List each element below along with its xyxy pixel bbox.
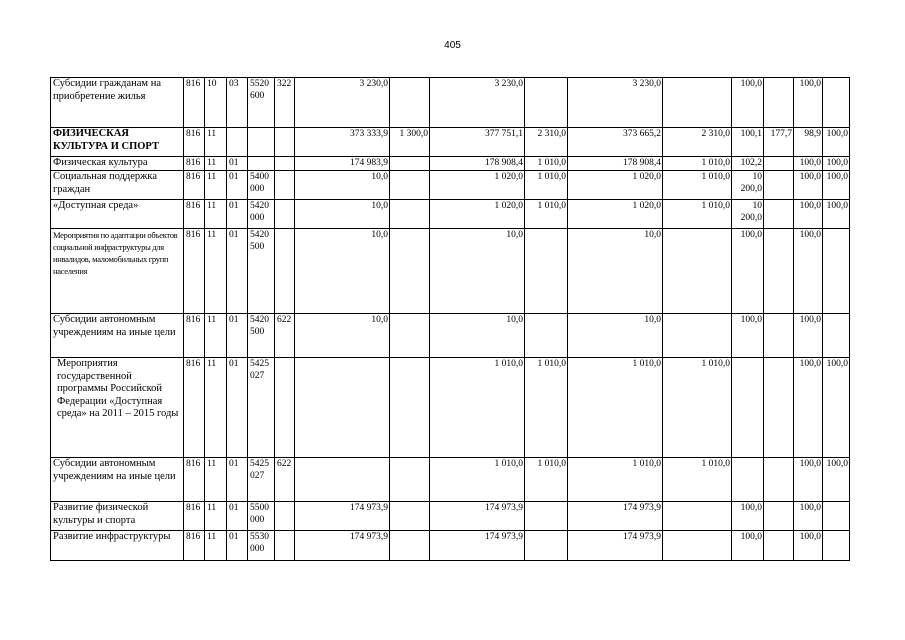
cell-p4 [823, 78, 850, 128]
cell-c4: 5420 000 [248, 200, 275, 229]
cell-p1: 100,0 [732, 502, 764, 531]
cell-v2 [390, 314, 430, 358]
cell-v6 [663, 531, 732, 561]
cell-c2: 11 [205, 314, 227, 358]
cell-c1: 816 [184, 458, 205, 502]
table-row [51, 171, 850, 200]
cell-v2 [390, 200, 430, 229]
cell-p2 [764, 157, 794, 171]
cell-v2 [390, 171, 430, 200]
cell-v2 [390, 531, 430, 561]
cell-p1 [732, 458, 764, 502]
cell-c3: 03 [227, 78, 248, 128]
cell-v6: 1 010,0 [663, 157, 732, 171]
cell-p3: 100,0 [794, 157, 823, 171]
cell-v3: 1 010,0 [430, 358, 525, 458]
row-name-cell: Социальная поддержка граждан [51, 171, 184, 200]
cell-p2 [764, 78, 794, 128]
cell-c4: 5425 027 [248, 358, 275, 458]
cell-v6 [663, 502, 732, 531]
cell-c5 [275, 200, 295, 229]
cell-c1: 816 [184, 502, 205, 531]
cell-v5: 373 665,2 [568, 128, 663, 157]
cell-v2 [390, 502, 430, 531]
cell-c3: 01 [227, 171, 248, 200]
cell-v2 [390, 358, 430, 458]
cell-v3: 377 751,1 [430, 128, 525, 157]
cell-v3: 10,0 [430, 314, 525, 358]
cell-c3 [227, 128, 248, 157]
cell-p4 [823, 531, 850, 561]
cell-c5 [275, 171, 295, 200]
cell-v1: 174 973,9 [295, 531, 390, 561]
cell-v1: 10,0 [295, 314, 390, 358]
cell-c5 [275, 128, 295, 157]
cell-p4 [823, 314, 850, 358]
cell-c3: 01 [227, 458, 248, 502]
cell-v3: 174 973,9 [430, 531, 525, 561]
cell-p1: 100,0 [732, 314, 764, 358]
cell-c4 [248, 128, 275, 157]
row-name-cell: Развитие инфраструктуры [51, 531, 184, 561]
cell-c2: 11 [205, 229, 227, 314]
cell-v1: 174 983,9 [295, 157, 390, 171]
table-row [51, 314, 850, 358]
cell-c1: 816 [184, 78, 205, 128]
cell-v4 [525, 78, 568, 128]
cell-v5: 174 973,9 [568, 502, 663, 531]
cell-v5: 1 010,0 [568, 458, 663, 502]
cell-p2 [764, 458, 794, 502]
cell-p4: 100,0 [823, 200, 850, 229]
cell-v4 [525, 531, 568, 561]
cell-v4: 1 010,0 [525, 171, 568, 200]
cell-v1: 174 973,9 [295, 502, 390, 531]
cell-v2 [390, 458, 430, 502]
cell-v6 [663, 78, 732, 128]
cell-v6: 2 310,0 [663, 128, 732, 157]
cell-p1: 100,1 [732, 128, 764, 157]
cell-v6: 1 010,0 [663, 458, 732, 502]
cell-c4: 5520 600 [248, 78, 275, 128]
cell-c2: 11 [205, 531, 227, 561]
cell-c1: 816 [184, 229, 205, 314]
cell-c3: 01 [227, 200, 248, 229]
table-row [51, 157, 850, 171]
cell-c2: 11 [205, 358, 227, 458]
cell-v1: 10,0 [295, 229, 390, 314]
cell-p2 [764, 171, 794, 200]
cell-c1: 816 [184, 171, 205, 200]
cell-v4: 1 010,0 [525, 458, 568, 502]
cell-c2: 11 [205, 502, 227, 531]
cell-p3: 100,0 [794, 78, 823, 128]
table-body [51, 78, 850, 561]
table-row [51, 229, 850, 314]
cell-v2 [390, 78, 430, 128]
cell-p1: 100,0 [732, 229, 764, 314]
cell-v5: 178 908,4 [568, 157, 663, 171]
row-name-cell: «Доступная среда» [51, 200, 184, 229]
cell-c2: 11 [205, 128, 227, 157]
cell-v4: 1 010,0 [525, 200, 568, 229]
row-name-cell: Мероприятия государственной программы Российской Федерации «Доступная среда» на 2011 – 2015 годы [51, 358, 184, 458]
cell-v1: 10,0 [295, 200, 390, 229]
cell-c1: 816 [184, 531, 205, 561]
cell-p2 [764, 502, 794, 531]
cell-p4: 100,0 [823, 157, 850, 171]
cell-c3: 01 [227, 157, 248, 171]
cell-c5 [275, 502, 295, 531]
cell-p3: 100,0 [794, 314, 823, 358]
cell-v3: 1 020,0 [430, 171, 525, 200]
cell-p2 [764, 229, 794, 314]
cell-v4: 1 010,0 [525, 157, 568, 171]
cell-p2 [764, 358, 794, 458]
cell-c1: 816 [184, 157, 205, 171]
cell-c4: 5500 000 [248, 502, 275, 531]
row-name-cell: Мероприятия по адаптации объектов социальной инфраструктуры для инвалидов, маломобильных групп населения [51, 229, 184, 314]
table-row [51, 458, 850, 502]
cell-v3: 174 973,9 [430, 502, 525, 531]
cell-c2: 11 [205, 458, 227, 502]
cell-c3: 01 [227, 502, 248, 531]
cell-v5: 3 230,0 [568, 78, 663, 128]
cell-c5 [275, 358, 295, 458]
cell-c1: 816 [184, 314, 205, 358]
cell-v2 [390, 157, 430, 171]
cell-p4 [823, 502, 850, 531]
cell-p4: 100,0 [823, 171, 850, 200]
cell-c5: 622 [275, 458, 295, 502]
cell-v3: 1 010,0 [430, 458, 525, 502]
cell-p4: 100,0 [823, 128, 850, 157]
table-row [51, 200, 850, 229]
cell-p3: 100,0 [794, 229, 823, 314]
cell-v5: 10,0 [568, 314, 663, 358]
cell-p1 [732, 358, 764, 458]
cell-p2 [764, 200, 794, 229]
cell-v5: 1 020,0 [568, 200, 663, 229]
cell-c4 [248, 157, 275, 171]
cell-v4 [525, 314, 568, 358]
cell-p3: 100,0 [794, 200, 823, 229]
cell-v3: 178 908,4 [430, 157, 525, 171]
cell-c1: 816 [184, 358, 205, 458]
cell-p4: 100,0 [823, 358, 850, 458]
cell-c4: 5530 000 [248, 531, 275, 561]
cell-p2: 177,7 [764, 128, 794, 157]
cell-c1: 816 [184, 200, 205, 229]
cell-v3: 3 230,0 [430, 78, 525, 128]
budget-table [50, 77, 850, 561]
cell-c3: 01 [227, 531, 248, 561]
cell-p3: 100,0 [794, 502, 823, 531]
table-row [51, 531, 850, 561]
cell-p1: 10 200,0 [732, 200, 764, 229]
table-row [51, 502, 850, 531]
cell-c5 [275, 157, 295, 171]
cell-c3: 01 [227, 358, 248, 458]
cell-p3: 100,0 [794, 458, 823, 502]
cell-v4 [525, 229, 568, 314]
cell-v3: 10,0 [430, 229, 525, 314]
cell-v6 [663, 229, 732, 314]
cell-v1 [295, 358, 390, 458]
cell-c3: 01 [227, 229, 248, 314]
cell-p4 [823, 229, 850, 314]
cell-v1: 3 230,0 [295, 78, 390, 128]
cell-c2: 11 [205, 157, 227, 171]
row-name-cell: Развитие физической культуры и спорта [51, 502, 184, 531]
cell-c1: 816 [184, 128, 205, 157]
cell-v4: 1 010,0 [525, 358, 568, 458]
cell-p2 [764, 314, 794, 358]
row-name-cell: Субсидии автономным учреждениям на иные цели [51, 314, 184, 358]
cell-v4: 2 310,0 [525, 128, 568, 157]
table-row [51, 78, 850, 128]
cell-p1: 10 200,0 [732, 171, 764, 200]
cell-v5: 1 010,0 [568, 358, 663, 458]
cell-c4: 5420 500 [248, 314, 275, 358]
cell-c3: 01 [227, 314, 248, 358]
table-row [51, 128, 850, 157]
cell-p1: 102,2 [732, 157, 764, 171]
cell-c2: 10 [205, 78, 227, 128]
cell-c4: 5425 027 [248, 458, 275, 502]
cell-c2: 11 [205, 200, 227, 229]
cell-v5: 1 020,0 [568, 171, 663, 200]
cell-v5: 10,0 [568, 229, 663, 314]
row-name-cell: Субсидии гражданам на приобретение жилья [51, 78, 184, 128]
cell-p3: 100,0 [794, 531, 823, 561]
cell-v6 [663, 314, 732, 358]
cell-v6: 1 010,0 [663, 358, 732, 458]
cell-p2 [764, 531, 794, 561]
cell-c5: 622 [275, 314, 295, 358]
cell-c4: 5420 500 [248, 229, 275, 314]
cell-v5: 174 973,9 [568, 531, 663, 561]
cell-c2: 11 [205, 171, 227, 200]
cell-c5 [275, 229, 295, 314]
row-name-cell: Субсидии автономным учреждениям на иные цели [51, 458, 184, 502]
cell-v6: 1 010,0 [663, 171, 732, 200]
cell-v1: 373 333,9 [295, 128, 390, 157]
cell-p4: 100,0 [823, 458, 850, 502]
cell-p3: 98,9 [794, 128, 823, 157]
page-number: 405 [444, 40, 461, 51]
cell-v2 [390, 229, 430, 314]
cell-p1: 100,0 [732, 531, 764, 561]
row-name-cell: Физическая культура [51, 157, 184, 171]
cell-p3: 100,0 [794, 171, 823, 200]
cell-c5 [275, 531, 295, 561]
cell-c4: 5400 000 [248, 171, 275, 200]
row-name-cell: ФИЗИЧЕСКАЯ КУЛЬТУРА И СПОРТ [51, 128, 184, 157]
cell-c5: 322 [275, 78, 295, 128]
cell-v1: 10,0 [295, 171, 390, 200]
cell-v3: 1 020,0 [430, 200, 525, 229]
cell-v2: 1 300,0 [390, 128, 430, 157]
cell-p3: 100,0 [794, 358, 823, 458]
table-row [51, 358, 850, 458]
cell-v1 [295, 458, 390, 502]
cell-p1: 100,0 [732, 78, 764, 128]
cell-v4 [525, 502, 568, 531]
cell-v6: 1 010,0 [663, 200, 732, 229]
